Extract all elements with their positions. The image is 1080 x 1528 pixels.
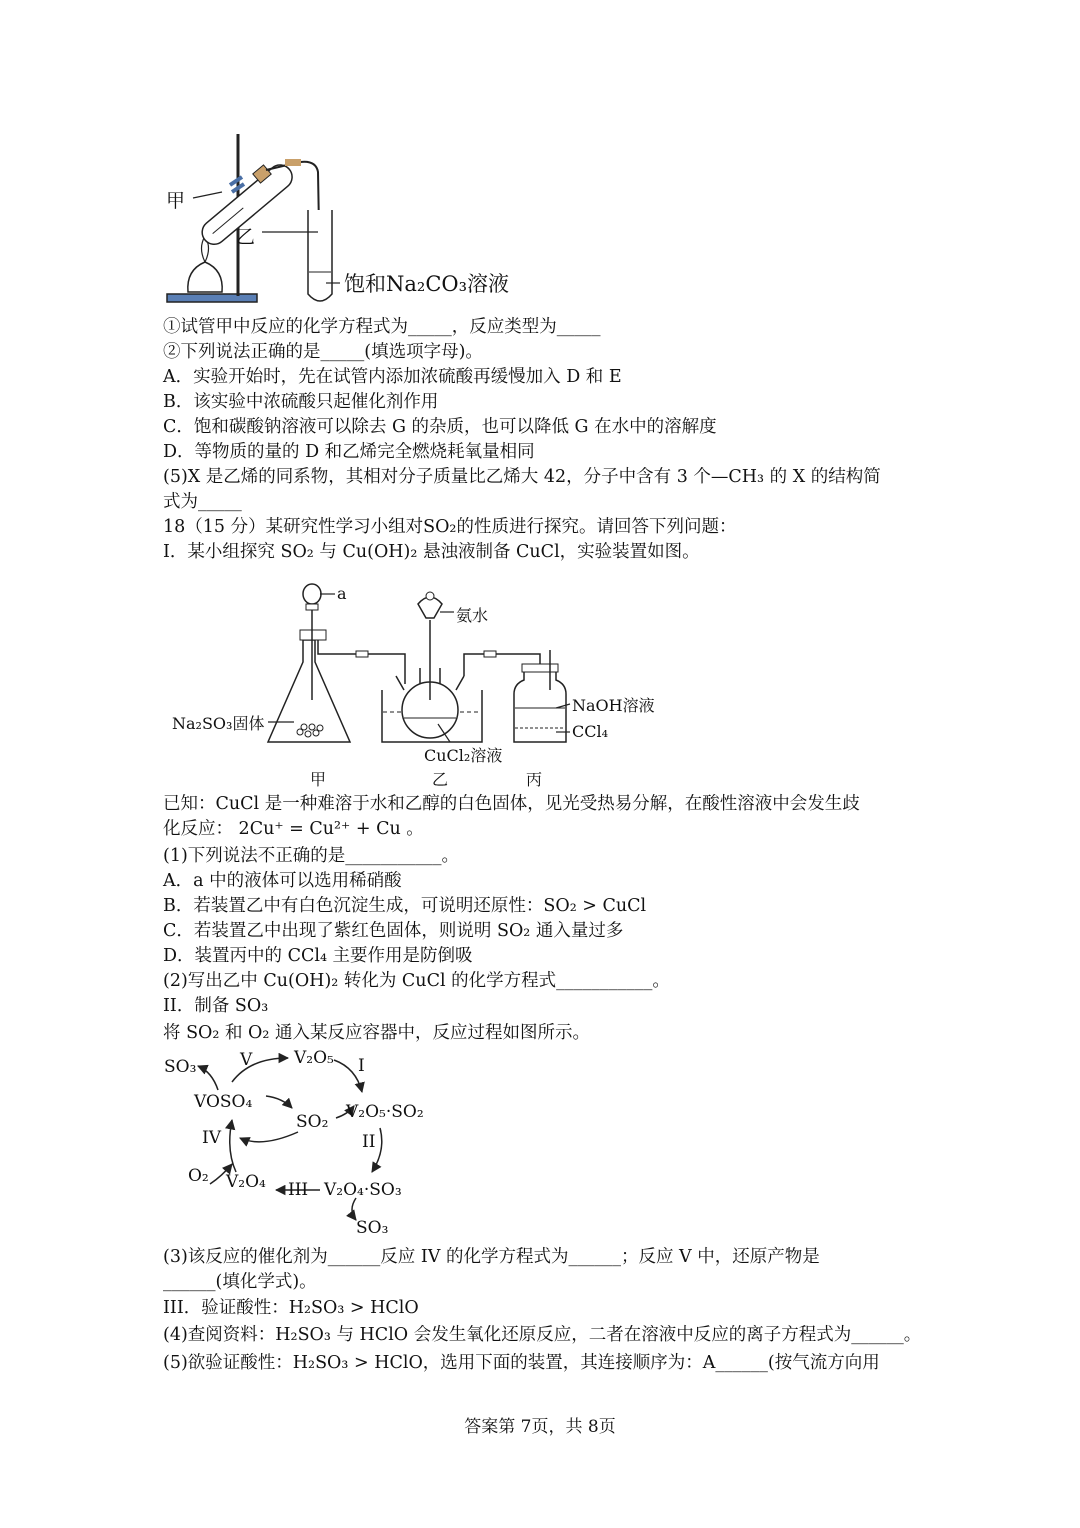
cycle-v2o5so2: V₂O₅·SO₂ xyxy=(346,1102,424,1122)
cycle-v2o5: V₂O₅ xyxy=(294,1048,334,1068)
q18-title: 18（15 分）某研究性学习小组对SO₂的性质进行探究。请回答下列问题： xyxy=(163,517,737,537)
cycle-so3-top: SO₃ xyxy=(164,1057,197,1077)
fig2-label-na2so3: Na₂SO₃固体 xyxy=(172,714,265,733)
q-ester-optB: B．该实验中浓硫酸只起催化剂作用 xyxy=(163,392,439,412)
cycle-label-iii: III xyxy=(288,1180,309,1200)
q2-stem: (2)写出乙中 Cu(OH)₂ 转化为 CuCl 的化学方程式___________。 xyxy=(163,971,670,991)
cycle-label-i: I xyxy=(358,1056,365,1076)
q-ester-sub2: ②下列说法正确的是_____(填选项字母)。 xyxy=(163,342,483,362)
q1-optD: D．装置丙中的 CCl₄ 主要作用是防倒吸 xyxy=(163,946,473,966)
q1-optC: C．若装置乙中出现了紫红色固体，则说明 SO₂ 通入量过多 xyxy=(163,921,624,941)
q-ester-q5-line1: (5)X 是乙烯的同系物，其相对分子质量比乙烯大 42，分子中含有 3 个—CH₃ 的 X 的结构简 xyxy=(163,467,881,487)
fig2-label-ammonia: 氨水 xyxy=(456,606,489,625)
cycle-v2o4so3: V₂O₄·SO₃ xyxy=(324,1180,402,1200)
q1-stem: (1)下列说法不正确的是___________。 xyxy=(163,846,460,866)
q1-optB: B．若装置乙中有白色沉淀生成，可说明还原性：SO₂ > CuCl xyxy=(163,896,647,916)
fig1-label-solution: 饱和Na₂CO₃溶液 xyxy=(344,272,510,296)
q3-line2: ______(填化学式)。 xyxy=(163,1272,317,1292)
q3-line1: (3)该反应的催化剂为______反应 IV 的化学方程式为______；反应 V 中，还原产物是 xyxy=(163,1247,820,1267)
cycle-o2: O₂ xyxy=(188,1166,209,1186)
cycle-label-iv: IV xyxy=(202,1128,221,1148)
part2-intro: 将 SO₂ 和 O₂ 通入某反应容器中，反应过程如图所示。 xyxy=(163,1023,590,1043)
arrow-so2-in xyxy=(266,1096,292,1108)
known-line2: 化反应： 2Cu⁺ = Cu²⁺ + Cu 。 xyxy=(163,819,424,839)
q-ester-sub1: ①试管甲中反应的化学方程式为_____，反应类型为_____ xyxy=(163,317,601,337)
q5-stem: (5)欲验证酸性：H₂SO₃ > HClO，选用下面的装置，其连接顺序为：A______(按气流方向用 xyxy=(163,1353,880,1373)
fig2-label-ccl4: CCl₄ xyxy=(572,722,609,741)
q-ester-q5-line2: 式为_____ xyxy=(163,492,242,512)
fig2-label-bing: 丙 xyxy=(526,770,543,789)
page-footer: 答案第 7页，共 8页 xyxy=(464,1417,616,1437)
cycle-label-v: V xyxy=(240,1050,253,1070)
arrow-v2o4so3-so3 xyxy=(352,1198,356,1220)
fig2-label-a: a xyxy=(337,584,347,603)
cycle-label-ii: II xyxy=(362,1132,376,1152)
arrow-voso4-so3 xyxy=(198,1066,218,1090)
fig2-label-naoh: NaOH溶液 xyxy=(572,696,655,715)
arrow-iv xyxy=(230,1120,236,1172)
fig2-label-jia: 甲 xyxy=(310,770,327,789)
fig1-label-yi: 乙 xyxy=(236,226,256,248)
q1-optA: A．a 中的液体可以选用稀硝酸 xyxy=(163,871,402,891)
known-line1: 已知：CuCl 是一种难溶于水和乙醇的白色固体，见光受热易分解，在酸性溶液中会发生歧 xyxy=(163,794,860,814)
q-ester-optA: A．实验开始时，先在试管内添加浓硫酸再缓慢加入 D 和 E xyxy=(163,367,622,387)
arrow-so2-voso4 xyxy=(240,1132,298,1142)
cycle-so2: SO₂ xyxy=(296,1112,329,1132)
q-ester-optC: C．饱和碳酸钠溶液可以除去 G 的杂质，也可以降低 G 在水中的溶解度 xyxy=(163,417,717,437)
part3-title: III．验证酸性：H₂SO₃ > HClO xyxy=(163,1298,419,1318)
q4-stem: (4)查阅资料：H₂SO₃ 与 HClO 会发生氧化还原反应，二者在溶液中反应的离子方程式为______。 xyxy=(163,1325,922,1345)
fig1-label-jia: 甲 xyxy=(166,190,186,212)
fig2-label-cucl2: CuCl₂溶液 xyxy=(424,746,503,765)
fig2-label-yi: 乙 xyxy=(432,770,449,789)
q-ester-optD: D．等物质的量的 D 和乙烯完全燃烧耗氧量相同 xyxy=(163,442,535,462)
cycle-so3-bottom: SO₃ xyxy=(356,1218,389,1238)
cycle-voso4: VOSO₄ xyxy=(194,1092,253,1112)
q18-part1: I．某小组探究 SO₂ 与 Cu(OH)₂ 悬浊液制备 CuCl，实验装置如图。 xyxy=(163,542,700,562)
part2-title: II．制备 SO₃ xyxy=(163,996,269,1016)
cycle-v2o4: V₂O₄ xyxy=(226,1172,266,1192)
